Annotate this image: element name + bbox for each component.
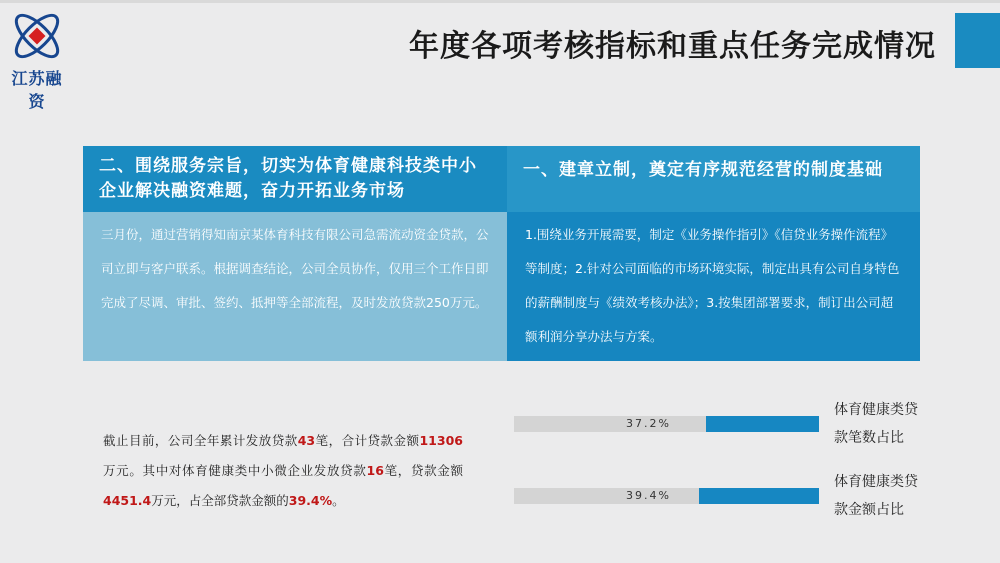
- stat-amount-share-value: 39.4%: [626, 489, 671, 502]
- stat-amount-share-label: 体育健康类贷款金额占比: [834, 474, 918, 518]
- top-divider: [0, 0, 1000, 3]
- summary-text: 万元。其中对体育健康类中小微企业发放贷款: [103, 463, 367, 478]
- summary-text: 截止目前，公司全年累计发放贷款: [103, 433, 298, 448]
- summary-share: 39.4%: [288, 493, 333, 508]
- loan-summary: [103, 426, 463, 516]
- logo-text: 江苏融资: [11, 69, 63, 111]
- company-logo: [6, 6, 68, 111]
- summary-text: 。: [332, 493, 345, 508]
- summary-text: 笔，贷款金额: [383, 463, 463, 478]
- summary-count-sport: 16: [366, 463, 384, 478]
- panel-rules-system: [507, 146, 920, 361]
- summary-amount-sport: 4451.4: [103, 493, 152, 508]
- panel-rules-system-heading: 一、建章立制，奠定有序规范经营的制度基础: [507, 146, 920, 212]
- panel-service-market-body: 三月份，通过营销得知南京某体育科技有限公司急需流动资金贷款，公司立即与客户联系。根据调查结论，公司全员协作，仅用三个工作日即完成了尽调、审批、签约、抵押等全部流程，及时发放贷款250万元。: [83, 212, 507, 361]
- stat-amount-share-fill: [699, 488, 819, 504]
- title-accent-block: [955, 13, 1000, 68]
- atom-logo-icon: [6, 6, 68, 66]
- stat-count-share-fill: [706, 416, 819, 432]
- summary-text: 万元，占全部贷款金额的: [151, 493, 289, 508]
- summary-amount-total: 11306: [419, 433, 463, 448]
- panel-service-market-heading: 二、围绕服务宗旨，切实为体育健康科技类中小企业解决融资难题，奋力开拓业务市场: [83, 146, 507, 212]
- page-title: 年度各项考核指标和重点任务完成情况: [409, 29, 936, 64]
- stat-amount-share: [514, 476, 924, 516]
- stat-count-share-value: 37.2%: [626, 417, 671, 430]
- summary-count-total: 43: [297, 433, 316, 448]
- panel-service-market: [83, 146, 507, 361]
- stat-amount-share-track: [514, 488, 819, 504]
- stat-count-share-track: [514, 416, 819, 432]
- stat-count-share: [514, 404, 924, 444]
- stat-count-share-label: 体育健康类贷款笔数占比: [834, 402, 918, 446]
- panel-rules-system-body: 1.围绕业务开展需要，制定《业务操作指引》《信贷业务操作流程》等制度；2.针对公司面临的市场环境实际，制定出具有公司自身特色的薪酬制度与《绩效考核办法》；3.按集团部署要求，制订出公司超额利润分享办法与方案。: [507, 212, 920, 361]
- summary-text: 笔，合计贷款金额: [315, 433, 420, 448]
